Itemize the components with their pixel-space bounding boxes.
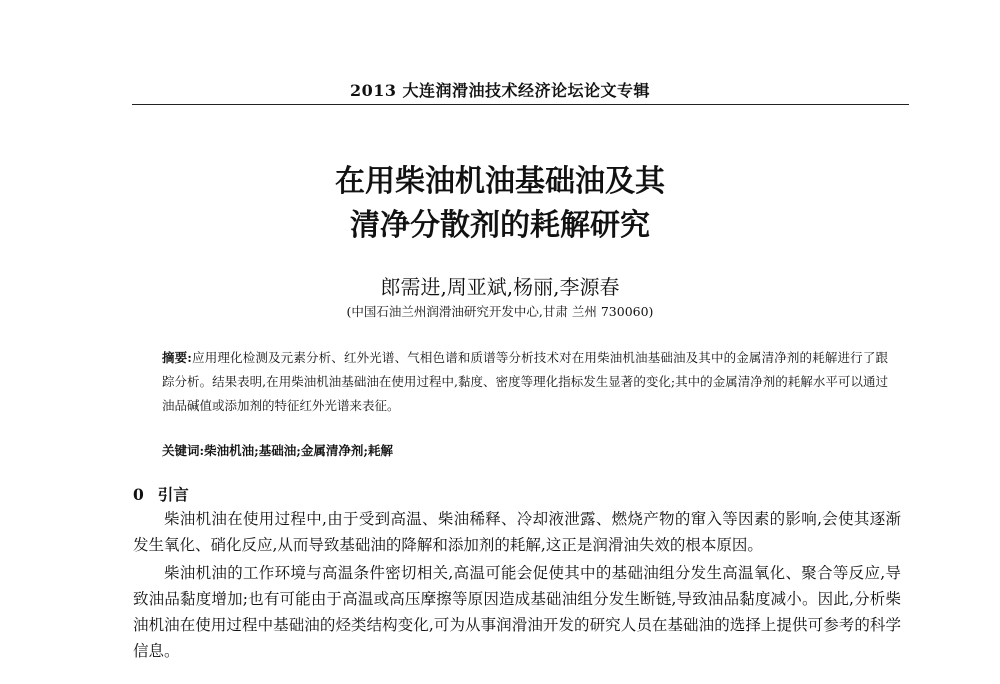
header-rule <box>132 104 909 105</box>
affiliation: (中国石油兰州润滑油研究开发中心,甘肃 兰州 730060) <box>346 304 654 319</box>
section-heading <box>133 483 189 505</box>
title-line-1: 在用柴油机油基础油及其 <box>335 164 665 199</box>
section-title: 引言 <box>157 485 189 504</box>
abstract-label: 摘要: <box>162 350 192 365</box>
abstract <box>162 346 888 418</box>
keywords <box>162 441 888 459</box>
abstract-text: 应用理化检测及元素分析、红外光谱、气相色谱和质谱等分析技术对在用柴油机油基础油及其中的金属清净剂的耗解进行了跟踪分析。结果表明,在用柴油机油基础油在使用过程中,黏度、密度等理化指标发生显著的变化;其中的金属清净剂的耗解水平可以通过油品碱值或添加剂的特征红外光谱来表征。 <box>162 350 888 413</box>
paper-title <box>0 160 1000 248</box>
authors: 郎需进,周亚斌,杨丽,李源春 <box>380 275 620 299</box>
section-number: 0 <box>133 485 144 504</box>
keywords-text: 柴油机油;基础油;金属清净剂;耗解 <box>204 443 393 458</box>
keywords-label: 关键词: <box>162 443 205 458</box>
running-header: 2013 大连润滑油技术经济论坛论文专辑 <box>349 81 651 100</box>
title-line-2: 清净分散剂的耗解研究 <box>350 208 650 243</box>
body-text <box>133 506 901 666</box>
paragraph: 柴油机油的工作环境与高温条件密切相关,高温可能会促使其中的基础油组分发生高温氧化、聚合等反应,导致油品黏度增加;也有可能由于高温或高压摩擦等原因造成基础油组分发生断链,导致油品黏度减小。因此,分析柴油机油在使用过程中基础油的烃类结构变化,可为从事润滑油开发的研究人员在基础油的选择上提供可参考的科学信息。 <box>133 564 901 660</box>
paragraph: 柴油机油在使用过程中,由于受到高温、柴油稀释、冷却液泄露、燃烧产物的窜入等因素的影响,会使其逐渐发生氧化、硝化反应,从而导致基础油的降解和添加剂的耗解,这正是润滑油失效的根本原因。 <box>133 510 901 554</box>
